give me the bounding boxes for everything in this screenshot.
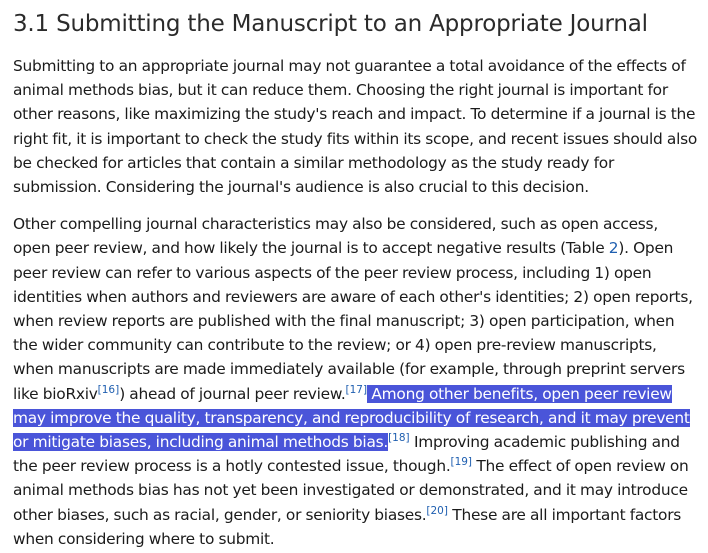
citation-17[interactable] bbox=[345, 384, 367, 396]
citation-19[interactable] bbox=[450, 456, 472, 468]
paragraph-2-text-5: Improving academic publishing and the peer review process is a hotly contested issue, though. bbox=[13, 433, 680, 476]
paragraph-2-text-1: Other compelling journal characteristics may also be considered, such as open access, open peer review, and how likely the journal is to accept negative results (Table bbox=[13, 215, 658, 258]
paragraph-2 bbox=[13, 212, 698, 551]
citation-19-link[interactable]: [19] bbox=[450, 456, 473, 469]
paragraph-1: Submitting to an appropriate journal may not guarantee a total avoidance of the effects of animal methods bias, but it can reduce them. Choosing the right journal is important for other reasons, like maximizing the study's reach and impact. To determine if a journal is the right fit, it is important to check the study fits within its scope, and recent issues should also be checked for articles that contain a similar methodology as the study ready for submission. Considering the journal's audience is also crucial to this decision. bbox=[13, 57, 698, 197]
selected-text-highlight[interactable]: Among other benefits, open peer review may improve the quality, transparency, and reproducibility of research, and it may prevent or mitigate biases, including animal methods bias. bbox=[13, 384, 690, 452]
citation-16[interactable] bbox=[98, 384, 120, 396]
citation-20-link[interactable]: [20] bbox=[426, 504, 448, 517]
citation-20[interactable] bbox=[426, 505, 448, 517]
citation-18[interactable] bbox=[388, 432, 410, 444]
paragraph-2-text-6: The effect of open review on animal methods bias has not yet been investigated or demonstrated, and it may introduce other biases, such as racial, gender, or seniority biases. bbox=[13, 457, 689, 524]
paragraph-2-text-3: ) ahead of journal peer review. bbox=[119, 384, 346, 403]
paragraph-2-text-7: These are all important factors when considering where to submit. bbox=[13, 505, 682, 548]
section-heading: 3.1 Submitting the Manuscript to an Appropriate Journal bbox=[13, 11, 648, 37]
citation-16-link[interactable]: [16] bbox=[97, 383, 120, 396]
paragraph-2-text-2: ). Open peer review can refer to various aspects of the peer review process, including 1) open identities when authors and reviewers are aware of each other's identities; 2) open reports, when review reports are published with the final manuscript; 3) open participation, when the wider community can contribute to the review; or 4) open pre-review manuscripts, when manuscripts are made immediately available (for example, through preprint servers like bioRxiv bbox=[13, 239, 693, 403]
citation-17-link[interactable]: [17] bbox=[345, 383, 368, 396]
citation-18-link[interactable]: [18] bbox=[388, 431, 410, 444]
table-2-link[interactable]: 2 bbox=[608, 239, 619, 258]
